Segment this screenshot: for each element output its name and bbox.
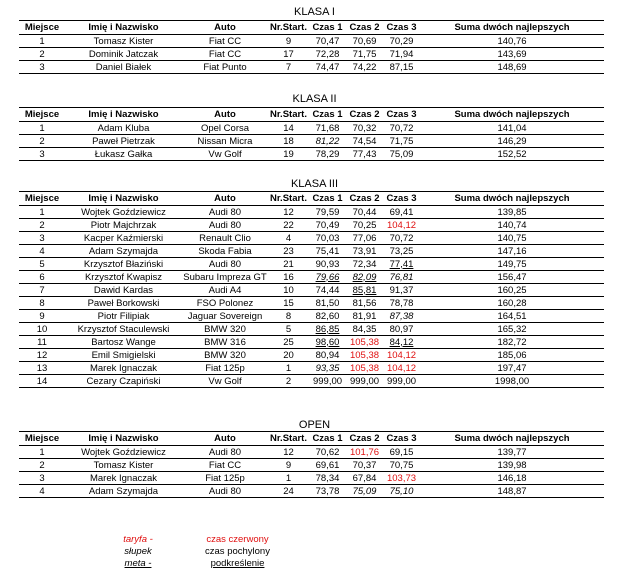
table-row: [19, 61, 604, 74]
car-cell: Vw Golf: [182, 148, 268, 161]
header-place: Miejsce: [19, 432, 65, 446]
time-1-cell: 70,49: [309, 219, 346, 232]
name-cell: Adam Kluba: [65, 122, 182, 135]
sum-cell: 148,87: [420, 485, 604, 498]
table-row: [19, 284, 604, 297]
time-2-cell: 105,38: [346, 362, 383, 375]
place-cell: 6: [19, 271, 65, 284]
name-cell: Adam Szymajda: [65, 245, 182, 258]
time-2-cell: 82,09: [346, 271, 383, 284]
time-3-cell: 69,41: [383, 206, 420, 219]
sum-cell: 165,32: [420, 323, 604, 336]
header-name: Imię i Nazwisko: [65, 192, 182, 206]
name-cell: Kacper Kaźmierski: [65, 232, 182, 245]
sum-cell: 140,75: [420, 232, 604, 245]
section-title-klasa-3: KLASA III: [290, 178, 339, 190]
time-2-cell: 70,37: [346, 459, 383, 472]
car-cell: Audi 80: [182, 258, 268, 271]
sum-cell: 152,52: [420, 148, 604, 161]
name-cell: Marek Ignaczak: [65, 472, 182, 485]
name-cell: Wojtek Goździewicz: [65, 206, 182, 219]
place-cell: 14: [19, 375, 65, 388]
time-2-cell: 73,91: [346, 245, 383, 258]
name-cell: Tomasz Kister: [65, 459, 182, 472]
place-cell: 13: [19, 362, 65, 375]
time-1-cell: 86,85: [309, 323, 346, 336]
time-3-cell: 77,41: [383, 258, 420, 271]
time-3-cell: 104,12: [383, 349, 420, 362]
table-row: [19, 148, 604, 161]
name-cell: Bartosz Wange: [65, 336, 182, 349]
time-2-cell: 105,38: [346, 349, 383, 362]
sum-cell: 146,18: [420, 472, 604, 485]
time-3-cell: 76,81: [383, 271, 420, 284]
car-cell: Opel Corsa: [182, 122, 268, 135]
time-3-cell: 73,25: [383, 245, 420, 258]
header-time-1: Czas 1: [309, 21, 346, 35]
start-number-cell: 17: [268, 48, 309, 61]
start-number-cell: 10: [268, 284, 309, 297]
start-number-cell: 4: [268, 232, 309, 245]
sum-cell: 156,47: [420, 271, 604, 284]
header-time-2: Czas 2: [346, 192, 383, 206]
place-cell: 7: [19, 284, 65, 297]
place-cell: 2: [19, 48, 65, 61]
car-cell: Skoda Fabia: [182, 245, 268, 258]
sum-cell: 160,28: [420, 297, 604, 310]
time-1-cell: 98,60: [309, 336, 346, 349]
time-3-cell: 70,29: [383, 35, 420, 48]
start-number-cell: 15: [268, 297, 309, 310]
legend-terms: [108, 534, 168, 570]
car-cell: Audi 80: [182, 219, 268, 232]
sum-cell: 164,51: [420, 310, 604, 323]
start-number-cell: 23: [268, 245, 309, 258]
sum-cell: 147,16: [420, 245, 604, 258]
time-1-cell: 78,29: [309, 148, 346, 161]
car-cell: BMW 316: [182, 336, 268, 349]
sum-cell: 140,76: [420, 35, 604, 48]
time-2-cell: 67,84: [346, 472, 383, 485]
name-cell: Tomasz Kister: [65, 35, 182, 48]
section-title-open: OPEN: [298, 419, 331, 431]
start-number-cell: 24: [268, 485, 309, 498]
place-cell: 1: [19, 35, 65, 48]
time-3-cell: 91,37: [383, 284, 420, 297]
sum-cell: 139,98: [420, 459, 604, 472]
time-2-cell: 74,54: [346, 135, 383, 148]
header-place: Miejsce: [19, 192, 65, 206]
time-2-cell: 77,06: [346, 232, 383, 245]
name-cell: Emil Smigielski: [65, 349, 182, 362]
table-row: [19, 349, 604, 362]
time-1-cell: 70,47: [309, 35, 346, 48]
header-sum: Suma dwóch najlepszych: [420, 432, 604, 446]
time-3-cell: 71,75: [383, 135, 420, 148]
name-cell: Marek Ignaczak: [65, 362, 182, 375]
header-name: Imię i Nazwisko: [65, 21, 182, 35]
section-title-klasa-2: KLASA II: [292, 93, 337, 105]
header-start-number: Nr.Start.: [268, 108, 309, 122]
time-3-cell: 999,00: [383, 375, 420, 388]
time-2-cell: 101,76: [346, 446, 383, 459]
table-row: [19, 485, 604, 498]
table-row: [19, 232, 604, 245]
header-car: Auto: [182, 108, 268, 122]
time-2-cell: 81,56: [346, 297, 383, 310]
header-sum: Suma dwóch najlepszych: [420, 192, 604, 206]
legend-meaning-1: czas pochylony: [205, 546, 270, 557]
start-number-cell: 18: [268, 135, 309, 148]
start-number-cell: 25: [268, 336, 309, 349]
legend-term-2: meta -: [124, 558, 152, 569]
start-number-cell: 21: [268, 258, 309, 271]
name-cell: Krzysztof Błaziński: [65, 258, 182, 271]
start-number-cell: 8: [268, 310, 309, 323]
start-number-cell: 20: [268, 349, 309, 362]
time-2-cell: 81,91: [346, 310, 383, 323]
table-row: [19, 271, 604, 284]
results-table-open: [19, 431, 604, 498]
place-cell: 3: [19, 61, 65, 74]
start-number-cell: 7: [268, 61, 309, 74]
legend-term-0: taryfa -: [123, 534, 153, 545]
time-1-cell: 70,03: [309, 232, 346, 245]
start-number-cell: 2: [268, 375, 309, 388]
place-cell: 12: [19, 349, 65, 362]
header-sum: Suma dwóch najlepszych: [420, 108, 604, 122]
time-2-cell: 84,35: [346, 323, 383, 336]
time-1-cell: 81,22: [309, 135, 346, 148]
name-cell: Wojtek Goździewicz: [65, 446, 182, 459]
table-row: [19, 297, 604, 310]
header-start-number: Nr.Start.: [268, 432, 309, 446]
results-table-klasa-2: [19, 107, 604, 161]
car-cell: Fiat 125p: [182, 362, 268, 375]
place-cell: 1: [19, 206, 65, 219]
table-row: [19, 258, 604, 271]
time-1-cell: 80,94: [309, 349, 346, 362]
car-cell: Jaguar Sovereign: [182, 310, 268, 323]
sum-cell: 197,47: [420, 362, 604, 375]
car-cell: Fiat CC: [182, 459, 268, 472]
table-row: [19, 375, 604, 388]
table-row: [19, 135, 604, 148]
time-2-cell: 70,69: [346, 35, 383, 48]
time-1-cell: 82,60: [309, 310, 346, 323]
car-cell: Subaru Impreza GT: [183, 271, 267, 283]
time-3-cell: 78,78: [383, 297, 420, 310]
place-cell: 11: [19, 336, 65, 349]
time-3-cell: 69,15: [383, 446, 420, 459]
legend-meaning-2: podkreślenie: [210, 558, 265, 569]
results-table-klasa-1: [19, 20, 604, 74]
time-1-cell: 93,35: [309, 362, 346, 375]
legend-term-1: słupek: [124, 546, 152, 557]
table-row: [19, 35, 604, 48]
sum-cell: 148,69: [420, 61, 604, 74]
place-cell: 3: [19, 232, 65, 245]
time-1-cell: 70,62: [309, 446, 346, 459]
place-cell: 4: [19, 485, 65, 498]
time-2-cell: 71,75: [346, 48, 383, 61]
header-car: Auto: [182, 432, 268, 446]
place-cell: 9: [19, 310, 65, 323]
time-3-cell: 87,15: [383, 61, 420, 74]
time-2-cell: 74,22: [346, 61, 383, 74]
sum-cell: 139,77: [420, 446, 604, 459]
car-cell: Renault Clio: [182, 232, 268, 245]
table-row: [19, 459, 604, 472]
car-cell: Audi A4: [182, 284, 268, 297]
table-row: [19, 219, 604, 232]
place-cell: 3: [19, 472, 65, 485]
name-cell: Krzysztof Kwapisz: [65, 271, 182, 284]
header-time-1: Czas 1: [309, 108, 346, 122]
car-cell: Nissan Micra: [182, 135, 268, 148]
time-2-cell: 70,44: [346, 206, 383, 219]
time-3-cell: 104,12: [383, 219, 420, 232]
time-2-cell: 77,43: [346, 148, 383, 161]
car-cell: Fiat 125p: [182, 472, 268, 485]
sum-cell: 139,85: [420, 206, 604, 219]
table-header-row: [19, 192, 604, 206]
place-cell: 8: [19, 297, 65, 310]
place-cell: 2: [19, 135, 65, 148]
header-time-2: Czas 2: [346, 21, 383, 35]
time-3-cell: 103,73: [383, 472, 420, 485]
header-time-2: Czas 2: [346, 108, 383, 122]
table-row: [19, 310, 604, 323]
header-name: Imię i Nazwisko: [65, 432, 182, 446]
time-3-cell: 84,12: [383, 336, 420, 349]
start-number-cell: 14: [268, 122, 309, 135]
header-time-3: Czas 3: [383, 192, 420, 206]
name-cell: Piotr Filipiak: [65, 310, 182, 323]
table-row: [19, 446, 604, 459]
time-1-cell: 79,59: [309, 206, 346, 219]
header-time-3: Czas 3: [383, 108, 420, 122]
legend-meaning-0: czas czerwony: [206, 534, 269, 545]
start-number-cell: 1: [268, 362, 309, 375]
header-start-number: Nr.Start.: [268, 192, 309, 206]
time-1-cell: 74,47: [309, 61, 346, 74]
header-time-2: Czas 2: [346, 432, 383, 446]
car-cell: Audi 80: [182, 206, 268, 219]
car-cell: Fiat Punto: [182, 61, 268, 74]
start-number-cell: 9: [268, 459, 309, 472]
sum-cell: 149,75: [420, 258, 604, 271]
name-cell: Dominik Jatczak: [65, 48, 182, 61]
legend-meanings: [190, 534, 285, 570]
table-header-row: [19, 432, 604, 446]
place-cell: 1: [19, 446, 65, 459]
time-2-cell: 72,34: [346, 258, 383, 271]
time-2-cell: 70,32: [346, 122, 383, 135]
name-cell: Piotr Majchrzak: [65, 219, 182, 232]
time-2-cell: 70,25: [346, 219, 383, 232]
sum-cell: 141,04: [420, 122, 604, 135]
header-time-3: Czas 3: [383, 432, 420, 446]
table-row: [19, 48, 604, 61]
sum-cell: 182,72: [420, 336, 604, 349]
start-number-cell: 1: [268, 472, 309, 485]
sum-cell: 1998,00: [420, 375, 604, 388]
name-cell: Paweł Borkowski: [65, 297, 182, 310]
time-2-cell: 999,00: [346, 375, 383, 388]
time-1-cell: 71,68: [309, 122, 346, 135]
start-number-cell: 9: [268, 35, 309, 48]
start-number-cell: 5: [268, 323, 309, 336]
sum-cell: 160,25: [420, 284, 604, 297]
name-cell: Krzysztof Staculewski: [65, 323, 182, 336]
time-1-cell: 999,00: [309, 375, 346, 388]
header-place: Miejsce: [19, 108, 65, 122]
time-3-cell: 70,75: [383, 459, 420, 472]
start-number-cell: 22: [268, 219, 309, 232]
table-row: [19, 122, 604, 135]
place-cell: 1: [19, 122, 65, 135]
time-3-cell: 75,09: [383, 148, 420, 161]
place-cell: 4: [19, 245, 65, 258]
table-row: [19, 206, 604, 219]
time-3-cell: 70,72: [383, 232, 420, 245]
table-header-row: [19, 108, 604, 122]
header-sum: Suma dwóch najlepszych: [420, 21, 604, 35]
time-3-cell: 104,12: [383, 362, 420, 375]
time-3-cell: 70,72: [383, 122, 420, 135]
header-car: Auto: [182, 21, 268, 35]
car-cell: Fiat CC: [182, 35, 268, 48]
time-1-cell: 74,44: [309, 284, 346, 297]
header-time-1: Czas 1: [309, 192, 346, 206]
name-cell: Łukasz Gałka: [65, 148, 182, 161]
time-3-cell: 75,10: [383, 485, 420, 498]
sum-cell: 146,29: [420, 135, 604, 148]
time-3-cell: 80,97: [383, 323, 420, 336]
time-2-cell: 105,38: [346, 336, 383, 349]
place-cell: 3: [19, 148, 65, 161]
header-time-1: Czas 1: [309, 432, 346, 446]
start-number-cell: 12: [268, 206, 309, 219]
start-number-cell: 19: [268, 148, 309, 161]
time-1-cell: 90,93: [309, 258, 346, 271]
header-car: Auto: [182, 192, 268, 206]
place-cell: 10: [19, 323, 65, 336]
start-number-cell: 12: [268, 446, 309, 459]
car-cell: FSO Polonez: [182, 297, 268, 310]
name-cell: Paweł Pietrzak: [65, 135, 182, 148]
table-header-row: [19, 21, 604, 35]
sum-cell: 143,69: [420, 48, 604, 61]
name-cell: Dawid Kardas: [65, 284, 182, 297]
time-1-cell: 75,41: [309, 245, 346, 258]
car-cell: Audi 80: [182, 485, 268, 498]
time-1-cell: 81,50: [309, 297, 346, 310]
header-time-3: Czas 3: [383, 21, 420, 35]
car-cell: Vw Golf: [182, 375, 268, 388]
car-cell: Fiat CC: [182, 48, 268, 61]
name-cell: Daniel Białek: [65, 61, 182, 74]
time-1-cell: 79,66: [309, 271, 346, 284]
place-cell: 2: [19, 459, 65, 472]
start-number-cell: 16: [268, 271, 309, 284]
time-2-cell: 85,81: [346, 284, 383, 297]
time-2-cell: 75,09: [346, 485, 383, 498]
car-cell: BMW 320: [182, 323, 268, 336]
name-cell: Adam Szymajda: [65, 485, 182, 498]
time-3-cell: 71,94: [383, 48, 420, 61]
car-cell: BMW 320: [182, 349, 268, 362]
time-1-cell: 69,61: [309, 459, 346, 472]
header-name: Imię i Nazwisko: [65, 108, 182, 122]
table-row: [19, 323, 604, 336]
section-title-klasa-1: KLASA I: [294, 6, 335, 18]
place-cell: 2: [19, 219, 65, 232]
header-start-number: Nr.Start.: [268, 21, 309, 35]
table-row: [19, 245, 604, 258]
table-row: [19, 472, 604, 485]
car-cell: Audi 80: [182, 446, 268, 459]
sum-cell: 140,74: [420, 219, 604, 232]
results-table-klasa-3: [19, 191, 604, 388]
time-1-cell: 78,34: [309, 472, 346, 485]
name-cell: Cezary Czapiński: [65, 375, 182, 388]
time-1-cell: 72,28: [309, 48, 346, 61]
time-1-cell: 73,78: [309, 485, 346, 498]
table-row: [19, 362, 604, 375]
header-place: Miejsce: [19, 21, 65, 35]
time-3-cell: 87,38: [383, 310, 420, 323]
table-row: [19, 336, 604, 349]
sum-cell: 185,06: [420, 349, 604, 362]
place-cell: 5: [19, 258, 65, 271]
